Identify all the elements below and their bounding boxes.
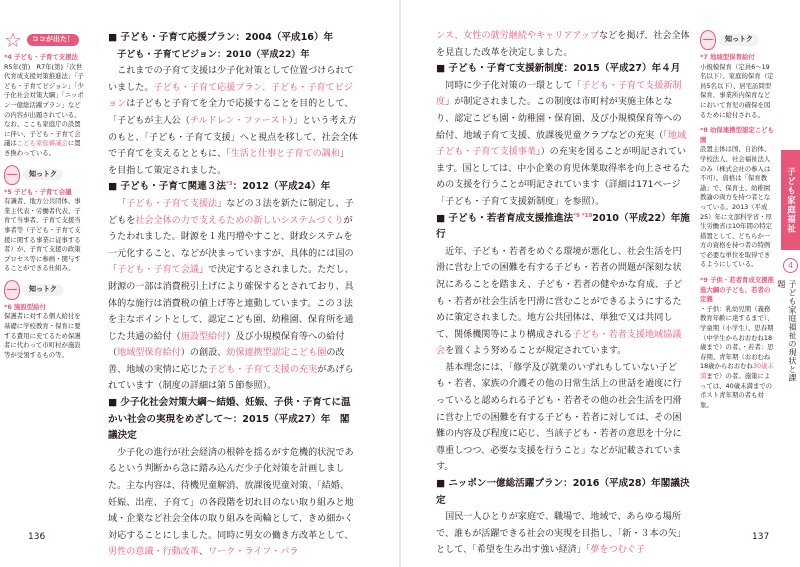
right-main-text bbox=[436, 28, 690, 559]
note-4-red: こども家庭審議会 bbox=[16, 139, 68, 148]
right-sidebar bbox=[700, 30, 776, 416]
note-5 bbox=[4, 188, 84, 274]
note-5-body: 有識者、地方公共団体、事業主代表・労働者代表、子育て当事者、子育て支援当事者等（子ども・子育て支援に関する事業に従事する者）が、子育て支援の政策プロセス等に参画・関与することができる仕組み。 bbox=[4, 197, 81, 273]
paragraph-0: ンス、女性の就労継続やキャリアアップなどを掲げ、社会全体を見直した改革を決定しました。 bbox=[436, 31, 690, 58]
note-4-body: R5年(第) R7年(第)「次世代育成支援対策推進法」「子ども・子育てビジョン」「少子化社会対策大綱」「ニッポン一億総活躍プラン」などの内容が出題されている。なお、ここも家庭庁の設置に伴い、子ども・子育て会議は bbox=[4, 62, 84, 148]
note-4-tail: に置き換わっている。 bbox=[4, 139, 81, 157]
tip-badge-2 bbox=[4, 280, 84, 300]
note-6-head: *6 施設型給付 bbox=[4, 302, 46, 311]
left-sidebar bbox=[4, 30, 84, 366]
section-title: 子ども家庭福祉の現状と課題 bbox=[777, 280, 797, 382]
tip-badge-1 bbox=[4, 165, 84, 185]
egg-icon bbox=[4, 165, 20, 185]
egg-icon bbox=[700, 30, 716, 50]
note-7-head: *7 地域型保育給付 bbox=[700, 53, 755, 61]
note-4 bbox=[4, 53, 84, 159]
heading-taiko-2015: ■ 少子化社会対策大綱〜結婚、妊娠、子供・子育てに温かい社会の実現をめざして〜：2015（平成27）年 閣議決定 bbox=[108, 397, 351, 442]
note-7 bbox=[700, 53, 776, 120]
paragraph-5: 近年、子ども・若者をめぐる環境が悪化し、社会生活を円滑に営む上での困難を有する子ども・若者の問題が深刻な状況にあることを踏まえ、子ども・若者の健やかな育成、子ども・若者が社会生活を円滑に営むことができるようにするために策定されました。地方公共団体は、単独で又は共同して、関係機関等により構成される子ども・若者支援地域協議会を置くよう努めることが規定されています。 bbox=[436, 246, 683, 357]
note-8 bbox=[700, 126, 776, 270]
heading-youth-law-2010: ■ 子ども・若者育成支援推進法$^{*9 *10}$2010（平成22）年施行 bbox=[436, 212, 690, 241]
note-6 bbox=[4, 303, 84, 361]
heading-vision-2010: 子ども・子育てビジョン：2010（平成22）年 bbox=[117, 49, 310, 60]
paragraph-4: 同時に少子化対策の一環として「子ども・子育て支援新制度」が制定されました。この制度は市町村が実施主体となり、認定こども園・幼稚園・保育園、及び小規模保育等への給付、地域子育て支援、放課後児童クラブなどの充実（「地域子ども・子育て支援事業」）の充実を図ることが明記されています。国としては、中小企業の育児休業取得率を向上させるための支援を行うことが明記されています（詳細は171ページ「子ども・子育て支援新制度」を参照）。 bbox=[436, 80, 690, 207]
tip-label-3: 知っトク bbox=[719, 34, 759, 46]
note-9-highlight: 30歳未満 bbox=[700, 362, 774, 380]
note-5-head: *5 子ども・子育て会議 bbox=[4, 187, 72, 196]
note-9-body: ・子供：乳幼児期（義務教育年齢に達するまで）、学童期（小学生）、思春期（中学生からおおむね18歳まで）の者。・若者：思春期、青年期（おおむね18歳からおおむね30歳未満まで）の者。施策によっては、40歳未満までのポスト青年期の者も対象。 bbox=[700, 304, 774, 409]
note-8-head: *8 幼保連携型認定こども園 bbox=[700, 126, 774, 144]
paragraph-2: 「子ども・子育て支援法」などの３法を新たに制定し、子どもを社会全体の力で支えるための新しいシステムづくりがうたわれました。財源を１兆円増やすこと、財政システムを一元化すること、などが決まっていますが、具体的には国の「子ども・子育て会議」で決定するとされました。ただし、財源の一部は消費税引上げにより確保するとされており、具体的な施行は消費税の値上げ等と連動しています。この３法を主なポイントとして、認定こども園、幼稚園、保育所を通じた共通の給付（施設型給付）及び小規模保育等への給付（地域型保育給付）の創設、幼保連携型認定こども園の改善、地域の実情に応じた子ども・子育て支援の充実があげられています（制度の詳細は第５節参照）。 bbox=[108, 198, 354, 392]
heading-ichioku-2016: ■ ニッポン一億総活躍プラン：2016（平成28）年閣議決定 bbox=[436, 478, 690, 506]
star-icon: ☆ bbox=[4, 28, 22, 52]
star-label: ココが出た！ bbox=[27, 34, 79, 46]
note-4-head: *4 子ども・子育て支援法 bbox=[4, 53, 78, 61]
star-callout bbox=[4, 30, 84, 50]
chapter-tab: 子ども家庭福祉 bbox=[781, 150, 800, 250]
section-number: 4 bbox=[783, 258, 798, 273]
note-9-head: *9 子供・若者育成支援推進大綱の子ども、若者の定義 bbox=[700, 276, 774, 304]
left-main-text bbox=[108, 30, 358, 561]
tip-badge-3 bbox=[700, 30, 776, 50]
paragraph-7: 国民一人ひとりが家庭で、職場で、地域で、あらゆる場所で、誰もが活躍できる社会の実現を目指し、「新・３本の矢」として、「希望を生み出す強い経済」「夢をつむぐ子 bbox=[436, 512, 686, 556]
note-7-body: 小規模保育（定員6〜19名以下）、家庭的保育（定員5名以下）、居宅訪問型保育、事業所内保育などにおいて育児の確保を図るために給付される。 bbox=[700, 62, 774, 119]
note-9 bbox=[700, 276, 776, 410]
page-number-left: 136 bbox=[28, 532, 46, 542]
heading-3-laws: ■ 子ども・子育て関連３法$^{*3}$：2012（平成24）年 bbox=[108, 181, 331, 193]
note-8-body: 設置主体は国、自治体、学校法人、社会福祉法人のみ（株式会社の参入は不可）。資格は「保育教諭」で、保育士、幼稚園教諭の両方を持つ者となっている。2013（平成25）年に文部科学省・厚生労働省は10年間の特定措置として、どちらか一方の資格を持つ者の特例で必要な単位を取得できるようにしている。 bbox=[700, 145, 773, 269]
page-number-right: 137 bbox=[752, 532, 770, 542]
tip-label-1: 知っトク bbox=[23, 169, 63, 181]
note-6-body: 保護者に対する個人給付を基礎に学校教育・保育に要する費用に充てるため保護者に代わって市町村が施設等が受領するもの等。 bbox=[4, 312, 81, 359]
heading-new-system-2015: ■ 子ども・子育て支援新制度：2015（平成27）年４月 bbox=[436, 63, 681, 75]
paragraph-1: これまでの子育て支援は少子化対策として位置づけられていました。子ども・子育て応援プラン、子ども・子育てビジョンは子どもと子育てを全力で応援することを目的として、「子どもが主人公（チルドレン・ファースト）」という考え方のもと、「子ども・子育て支援」へと視点を移して、社会全体で子育てを支えるとともに、「生活と仕事と子育ての調和」を目指して策定されました。 bbox=[108, 66, 358, 176]
egg-icon bbox=[4, 280, 20, 300]
paragraph-3: 少子化の進行が社会経済の根幹を揺るがす危機的状況であるという判断から急に踏み込んだ少子化対策を計画しました。主な内容は、待機児童解消、放課後児童対策、「結婚、妊娠、出産、子育て」の各段階を切れ目のない取り組みと地域・企業など社会全体の取り組みを両輪として、きめ細かく対応することにしました。同時に男女の働き方改革として、男性の意識・行動改革、ワーク・ライフ・バラ bbox=[108, 447, 354, 558]
heading-plan-2004: ■ 子ども・子育て応援プラン：2004（平成16）年 bbox=[108, 32, 334, 43]
paragraph-6: 基本理念には、「修学及び就業のいずれもしていない子ども・若者、家族の介護その他の日常生活上の世話を過度に行っていると認められる子ども・若者その他の社会生活を円滑に営む上での困難を有する子ども・若者に対しては、その困難の内容及び程度に応じ、当該子ども・若者の意思を十分に尊重しつつ、必要な支援を行うこと」などが記載されています。 bbox=[436, 362, 682, 473]
tip-label-2: 知っトク bbox=[23, 284, 63, 296]
